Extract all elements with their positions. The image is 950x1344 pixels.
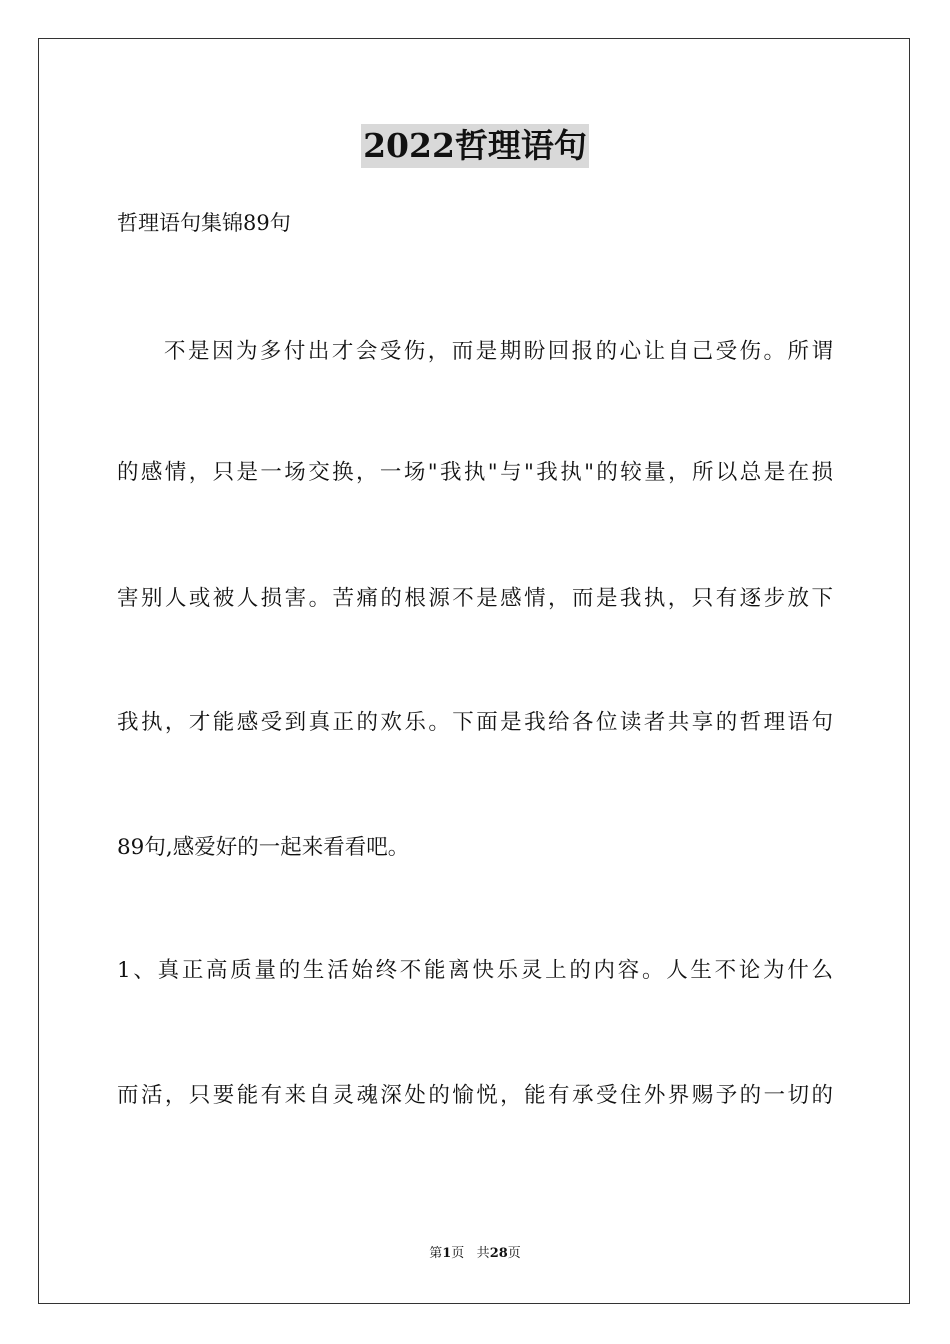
footer-page-suffix: 页 [451,1246,465,1261]
document-subtitle: 哲理语句集锦89句 [117,211,291,235]
paragraph-line-4: 我执，才能感受到真正的欢乐。下面是我给各位读者共享的哲理语句 [117,710,833,735]
paragraph-line-5: 89句,感爱好的一起来看看吧。 [117,835,410,860]
footer-total-pages: 28 [489,1246,508,1261]
paragraph-line-2: 的感情，只是一场交换，一场"我执"与"我执"的较量，所以总是在损 [117,460,833,485]
paragraph-line-3: 害别人或被人损害。苦痛的根源不是感情，而是我执，只有逐步放下 [117,586,833,611]
paragraph-line-1: 不是因为多付出才会受伤，而是期盼回报的心让自己受伤。所谓 [164,339,833,364]
footer-page-number: 1 [442,1246,452,1261]
page-footer [0,1245,950,1263]
paragraph-line-6: 1、真正高质量的生活始终不能离快乐灵上的内容。人生不论为什么 [117,958,833,983]
document-title: 2022哲理语句 [361,124,589,168]
footer-page-prefix: 第 [429,1246,443,1261]
title-container [0,124,950,168]
paragraph-line-7: 而活，只要能有来自灵魂深处的愉悦，能有承受住外界赐予的一切的 [117,1083,833,1108]
footer-total-suffix: 页 [507,1246,521,1261]
footer-total-prefix: 共 [476,1246,490,1261]
